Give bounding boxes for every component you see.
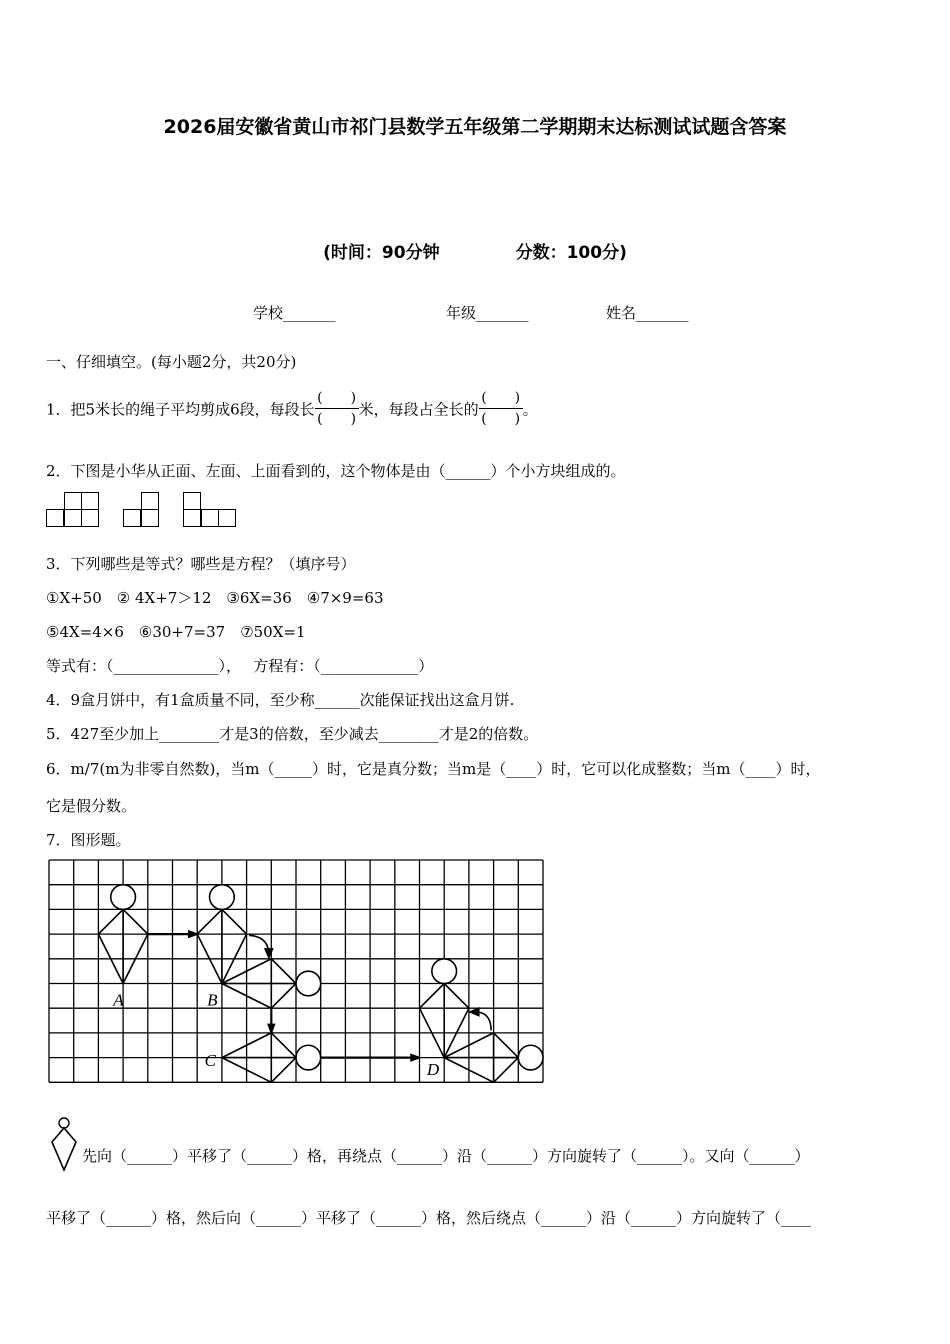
question-1 [46, 390, 538, 431]
total-score: 分数：100分) [515, 243, 627, 263]
q3-answer[interactable]: 等式有：（______________）， 方程有：（_____________） [46, 657, 434, 675]
q7-line-1: 先向（______）平移了（______）格，再绕点（______）沿（______）方向旋转了（______）。又向（______） [82, 1147, 810, 1165]
arrow-head [470, 1008, 479, 1015]
head-circle [296, 1045, 321, 1070]
question-4: 4．9盒月饼中，有1盒质量不同，至少称______次能保证找出这盒月饼. [46, 691, 515, 709]
exam-meta [0, 238, 950, 263]
question-3: 3．下列哪些是等式？哪些是方程？（填序号） [46, 555, 356, 573]
figure-edge [420, 984, 445, 1009]
question-2: 2．下图是小华从正面、左面、上面看到的，这个物体是由（______）个小方块组成的。 [46, 462, 626, 480]
figure-edge [271, 1058, 296, 1083]
head-circle [111, 885, 136, 910]
figure-edge [197, 909, 222, 934]
grade-field[interactable]: 年级_______ [446, 304, 529, 322]
q3-options-2: ⑤4X=4×6 ⑥30+7=37 ⑦50X=1 [46, 623, 306, 641]
transformation-grid-figure [46, 857, 550, 1087]
label-c: C [204, 1051, 216, 1071]
section-heading: 一、仔细填空。(每小题2分，共20分) [46, 353, 297, 371]
figure-edge [271, 1033, 296, 1058]
figure-edge [98, 909, 123, 934]
label-b: B [207, 990, 218, 1010]
question-5: 5．427至少加上________才是3的倍数，至少减去________才是2的倍数。 [46, 725, 539, 743]
name-field[interactable]: 姓名_______ [606, 304, 689, 322]
figure-edge [494, 1058, 519, 1083]
fraction-blank[interactable]: $\frac{( )}{( )}$ [315, 388, 359, 429]
q1-end: 。 [522, 400, 538, 419]
figure-icon [46, 1116, 80, 1176]
q3-options-1: ①X+50 ② 4X+7＞12 ③6X=36 ④7×9=63 [46, 589, 384, 607]
label-d: D [426, 1059, 440, 1079]
label-a: A [113, 990, 124, 1010]
figure-edge [444, 984, 469, 1009]
figure-edge [222, 909, 247, 934]
arrow-head [268, 1024, 274, 1032]
head-circle [432, 959, 457, 984]
head-circle [518, 1045, 543, 1070]
arrow-head [411, 1055, 419, 1061]
figure-edge [271, 959, 296, 984]
arrow-head [189, 931, 197, 937]
head-circle [296, 971, 321, 996]
time-limit: (时间：90分钟 [323, 243, 440, 263]
question-6: 6．m/7(m为非零自然数)，当m（_____）时，它是真分数；当m是（____）时，它可以化成整数；当m（____）时， [46, 760, 821, 778]
head-circle [210, 885, 235, 910]
question-6-cont: 它是假分数。 [46, 797, 137, 815]
figure-edge [271, 984, 296, 1009]
figure-edge [123, 909, 148, 934]
question-7: 7．图形题。 [46, 831, 131, 849]
q1-text-2: 米，每段占全长的 [358, 400, 479, 419]
q1-text: 1．把5米长的绳子平均剪成6段，每段长 [46, 400, 315, 419]
figure-edge [494, 1033, 519, 1058]
document-title: 2026届安徽省黄山市祁门县数学五年级第二学期期末达标测试试题含答案 [163, 116, 787, 138]
q7-line-2: 平移了（______）格，然后向（______）平移了（______）格，然后绕点（______）沿（______）方向旋转了（____ [46, 1209, 812, 1227]
fraction-blank[interactable]: $\frac{( )}{( )}$ [479, 388, 523, 429]
school-field[interactable]: 学校_______ [253, 304, 336, 322]
